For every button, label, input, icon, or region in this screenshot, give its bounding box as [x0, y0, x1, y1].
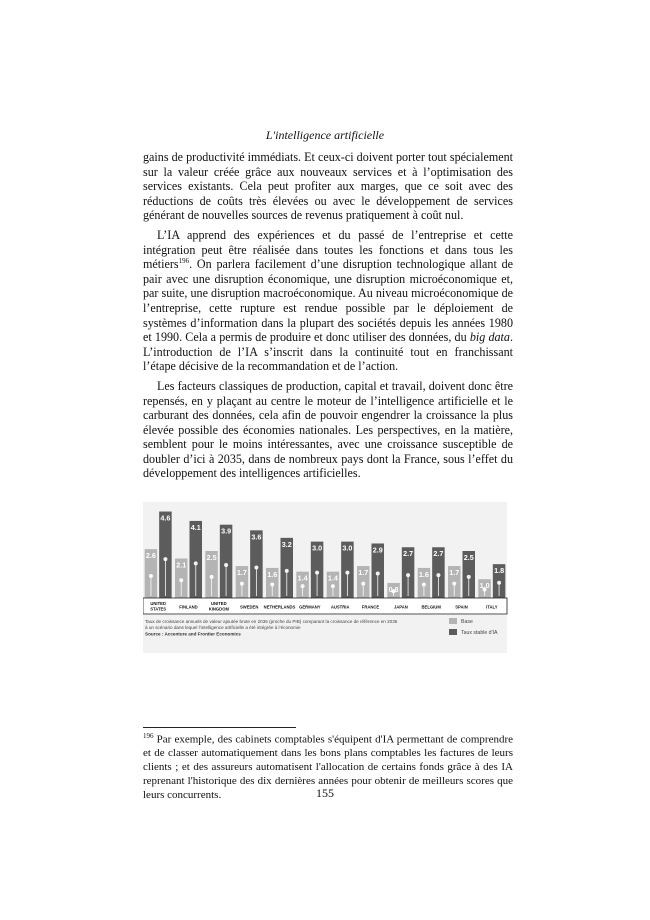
bar-marker-dot-ai-6 [315, 571, 319, 575]
legend-label-ai: Taux stable d'IA [461, 630, 498, 637]
bar-marker-dot-ai-10 [436, 573, 440, 577]
paragraph-1: gains de productivité immédiats. Et ceux-ci doivent porter tout spécialement sur la valeur créée grâce aux nouveaux services et à l’optimisation des services existants. Cela peut profiter aux marges, que ce soit avec des réductions de coûts très élevées ou avec le développement de services générant de nouvelles sources de revenus pratiquement à coût nul. [143, 150, 513, 223]
legend-label-base: Base [461, 619, 473, 626]
data-label-ai-2: 4.1 [190, 522, 201, 532]
data-label-base-10: 1.6 [418, 569, 429, 579]
bar-marker-dot-base-6 [301, 584, 305, 588]
data-label-base-6: 1.4 [297, 573, 308, 583]
bar-marker-dot-ai-11 [467, 575, 471, 579]
body-text [143, 150, 513, 486]
growth-chart-svg [143, 502, 513, 657]
bar-marker-dot-ai-9 [406, 573, 410, 577]
bar-marker-dot-ai-8 [376, 571, 380, 575]
paragraph-2-part-c: . L’introduction de l’IA s’inscrit dans la continuité tout en franchissant l’étape décisive de la recommandation et de l’action. [143, 330, 513, 374]
data-label-base-2: 2.1 [176, 560, 187, 570]
data-label-ai-9: 2.7 [403, 549, 414, 559]
legend-swatch-ai [449, 629, 457, 635]
data-label-ai-12: 1.8 [494, 566, 505, 576]
footnote-reference[interactable]: 196 [178, 257, 190, 266]
paragraph-2 [143, 228, 513, 374]
data-label-base-3: 2.5 [206, 553, 217, 562]
data-label-base-7: 1.4 [327, 573, 338, 583]
data-label-ai-1: 4.6 [160, 513, 171, 523]
chart-source: Source : Accenture and Frontier Economics [145, 631, 241, 637]
category-label-7: AUSTRIA [330, 604, 350, 610]
data-label-ai-3: 3.9 [221, 526, 232, 536]
category-label-6: GERMANY [299, 604, 321, 610]
data-label-ai-10: 2.7 [433, 549, 444, 559]
bar-marker-dot-base-8 [361, 582, 365, 586]
bar-marker-dot-base-2 [179, 578, 183, 582]
data-label-base-12: 1.0 [479, 581, 490, 591]
category-label-3-line-2: KINGDOM [208, 606, 229, 612]
bar-marker-dot-ai-2 [194, 561, 198, 565]
category-label-1-line-2: STATES [150, 606, 167, 612]
data-label-ai-8: 2.9 [372, 545, 383, 555]
bar-marker-dot-ai-1 [163, 557, 167, 561]
chart-caption-line-1: Taux de croissance annuels de valeur ajoutée brute en 2035 (proche du PIB) comparant la croissance de référence en 2035 [145, 619, 398, 624]
category-label-9: JAPAN [393, 604, 408, 610]
footnote-rule [143, 727, 296, 728]
category-label-1-line-1: UNITED [150, 601, 166, 606]
data-label-base-11: 1.7 [449, 568, 460, 578]
data-label-ai-5: 3.2 [281, 539, 292, 549]
data-label-base-5: 1.6 [267, 569, 278, 579]
bar-marker-dot-ai-5 [285, 569, 289, 573]
bar-marker-dot-base-4 [240, 582, 244, 586]
growth-chart [143, 502, 513, 657]
footnote-number: 196 [143, 732, 154, 740]
paragraph-2-part-b: . On parlera facilement d’une disruption technologique allant de pair avec une disruption économique, une disruption microéconomique et, par suite, une disruption macroéconomique. Au niveau microéconomique de l’entreprise, cette rupture est rendue possible par le déploiement de systèmes d’information dans la plupart des sociétés depuis les années 1980 et 1990. Cela a permis de produire et donc utiliser des données, du [143, 257, 513, 345]
category-label-3-line-1: UNITED [211, 601, 227, 606]
chart-caption-line-2: à un scénario dans lequel l’intelligence artificielle a été intégrée à l’économie [145, 625, 301, 630]
data-label-base-1: 2.6 [145, 551, 156, 561]
bar-marker-dot-ai-3 [224, 563, 228, 567]
bar-marker-dot-base-5 [270, 582, 274, 586]
bar-marker-dot-base-3 [210, 575, 214, 579]
running-header: L'intelligence artificielle [265, 128, 385, 142]
data-label-base-9: 0.8 [388, 584, 399, 594]
paragraph-2-emphasis: big data [469, 330, 510, 345]
bar-marker-dot-ai-7 [345, 571, 349, 575]
bar-marker-dot-ai-12 [497, 581, 501, 585]
footnote-text: Par exemple, des cabinets comptables s'équipent d'IA permettant de comprendre et de classer automatiquement dans les bons plans comptables les factures de leurs clients ; et des assureurs automatisent l'allocation de certains fonds grâce à des IA reprenant l'historique des dix dernières années pour obtenir de meilleurs scores que leurs concurrents. [143, 733, 513, 801]
category-label-4: SWEDEN [239, 604, 259, 610]
legend-swatch-base [449, 618, 457, 624]
bar-marker-dot-ai-4 [254, 566, 258, 570]
data-label-ai-4: 3.6 [251, 532, 262, 542]
data-label-ai-7: 3.0 [342, 543, 353, 553]
data-label-ai-6: 3.0 [312, 543, 323, 553]
category-label-5: NETHERLANDS [263, 604, 296, 610]
data-label-base-4: 1.7 [236, 568, 247, 578]
data-label-base-8: 1.7 [358, 568, 369, 578]
bar-marker-dot-base-11 [452, 582, 456, 586]
category-label-12: ITALY [486, 604, 498, 610]
category-label-8: FRANCE [361, 604, 380, 610]
bar-marker-dot-base-10 [422, 582, 426, 586]
category-label-11: SPAIN [455, 604, 468, 610]
data-label-ai-11: 2.5 [463, 553, 474, 562]
paragraph-3: Les facteurs classiques de production, capital et travail, doivent donc être repensés, en y plaçant au centre le moteur de l’intelligence artificielle et le carburant des données, cela afin de pouvoir engendrer la croissance la plus élevée possible des économies nationales. Les perspectives, en la matière, semblent pour le moins intéressantes, avec une croissance susceptible de doubler d’ici à 2035, dans de nombreux pays dont la France, sous l’effet du développement des intelligences artificielles. [143, 378, 513, 481]
category-label-2: FINLAND [179, 604, 198, 610]
bar-marker-dot-base-1 [149, 574, 153, 578]
category-label-10: BELGIUM [421, 604, 441, 610]
paragraph-2-part-a: L’IA apprend des expériences et du passé de l’entreprise et cette intégration peut être réalisée dans toutes les fonctions et dans tous les métiers [143, 227, 513, 272]
bar-marker-dot-base-7 [331, 584, 335, 588]
page-number: 155 [316, 786, 334, 800]
